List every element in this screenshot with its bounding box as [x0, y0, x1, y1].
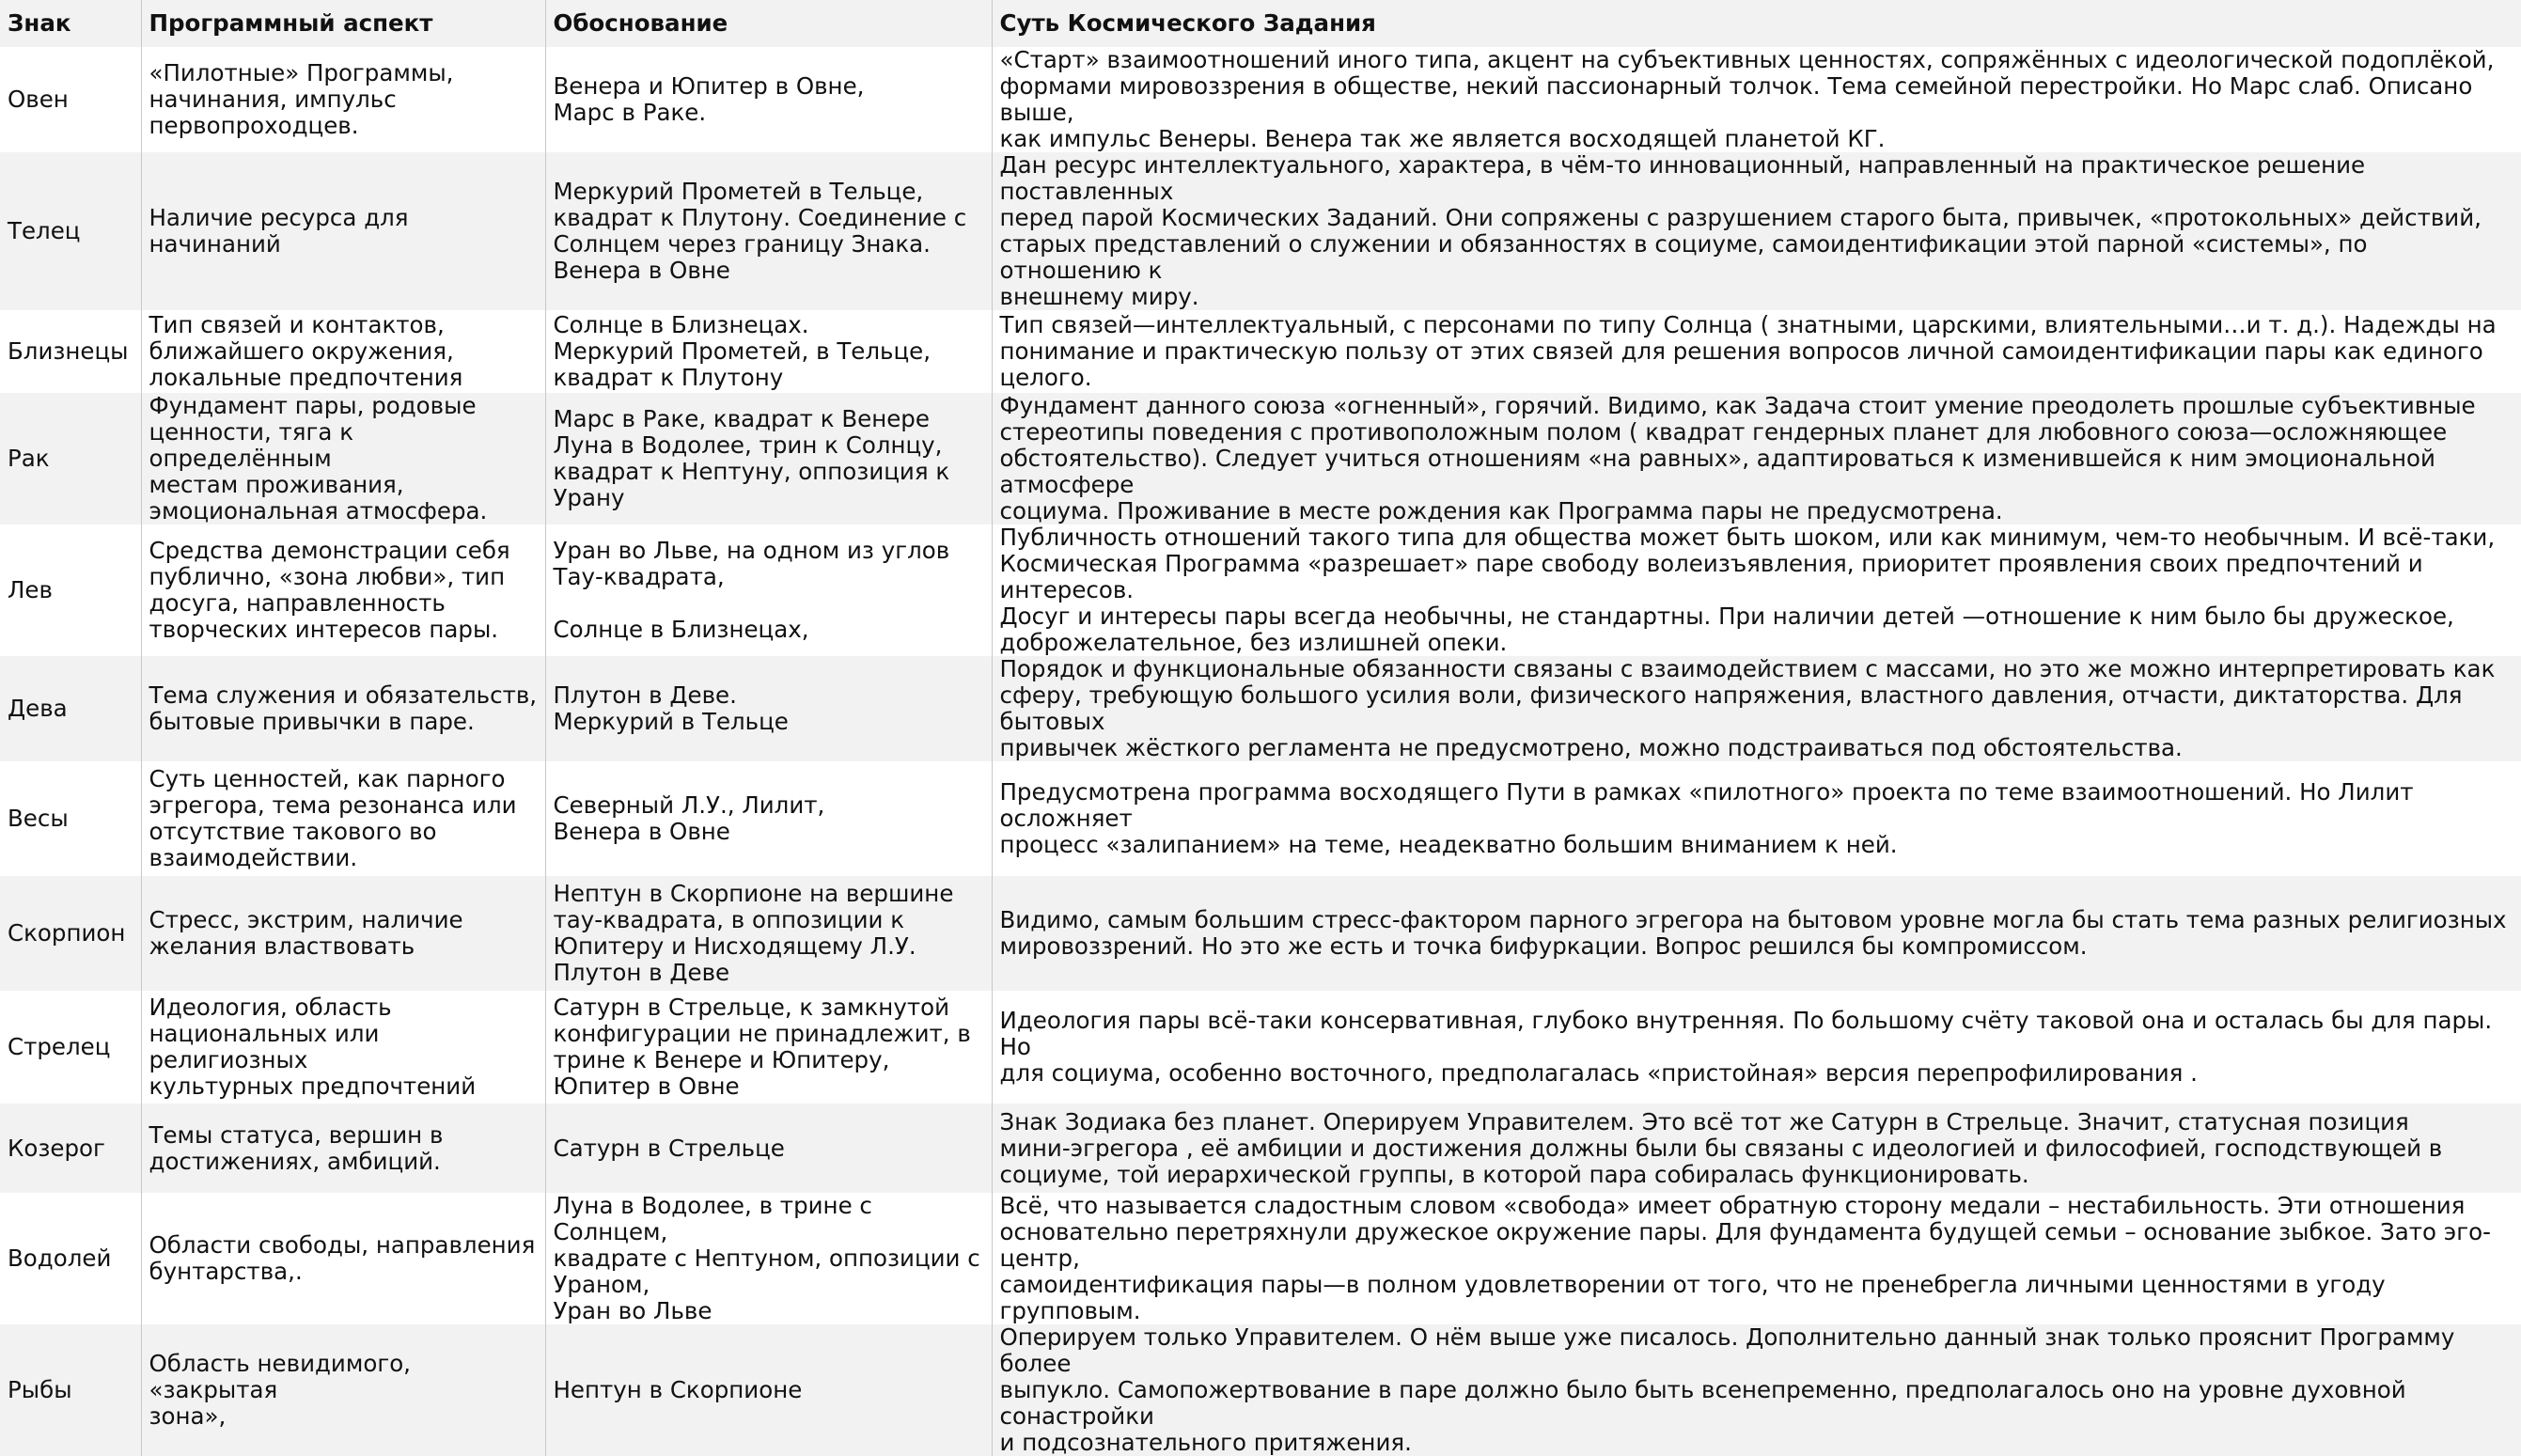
- cell-reason: Сатурн в Стрельце: [545, 1104, 992, 1193]
- cell-aspect: Фундамент пары, родовые ценности, тяга к определённым местам проживания, эмоциональная атмосфера.: [141, 393, 545, 524]
- header-reason: Обоснование: [545, 0, 992, 47]
- header-sign: Знак: [0, 0, 141, 47]
- cell-aspect: Темы статуса, вершин в достижениях, амбиций.: [141, 1104, 545, 1193]
- cell-reason: Северный Л.У., Лилит, Венера в Овне: [545, 761, 992, 876]
- cell-essence: Дан ресурс интеллектуального, характера, в чём-то инновационный, направленный на практическое решение поставленных перед парой Космических Заданий. Они сопряжены с разрушением старого быта, привычек, «протокольных» действий, старых представлений о служении и обязанностях в социуме, самоидентификации этой парной «системы», по отношению к внешнему миру.: [992, 152, 2521, 310]
- table-row: [0, 310, 2521, 393]
- cell-reason: Нептун в Скорпионе: [545, 1324, 992, 1456]
- header-row: [0, 0, 2521, 47]
- cell-sign: Овен: [0, 47, 141, 152]
- cell-reason: Нептун в Скорпионе на вершине тау-квадрата, в оппозиции к Юпитеру и Нисходящему Л.У. Плутон в Деве: [545, 876, 992, 991]
- cell-reason: Меркурий Прометей в Тельце, квадрат к Плутону. Соединение с Солнцем через границу Знака. Венера в Овне: [545, 152, 992, 310]
- cell-essence: Публичность отношений такого типа для общества может быть шоком, или как минимум, чем-то необычным. И всё-таки, Космическая Программа «разрешает» паре свободу волеизъявления, приоритет проявления своих предпочтений и интересов. Досуг и интересы пары всегда необычны, не стандартны. При наличии детей —отношение к ним было бы дружеское, доброжелательное, без излишней опеки.: [992, 524, 2521, 656]
- cell-sign: Близнецы: [0, 310, 141, 393]
- cell-sign: Скорпион: [0, 876, 141, 991]
- cell-aspect: Средства демонстрации себя публично, «зона любви», тип досуга, направленность творческих интересов пары.: [141, 524, 545, 656]
- table-row: [0, 1104, 2521, 1193]
- cell-reason: Уран во Льве, на одном из углов Тау-квадрата, Солнце в Близнецах,: [545, 524, 992, 656]
- cell-reason: Луна в Водолее, в трине с Солнцем, квадрате с Нептуном, оппозиции с Ураном, Уран во Льве: [545, 1193, 992, 1324]
- cell-sign: Козерог: [0, 1104, 141, 1193]
- cell-sign: Рыбы: [0, 1324, 141, 1456]
- table-row: [0, 991, 2521, 1104]
- cell-essence: «Старт» взаимоотношений иного типа, акцент на субъективных ценностях, сопряжённых с идеологической подоплёкой, формами мировоззрения в обществе, некий пассионарный толчок. Тема семейной перестройки. Но Марс слаб. Описано выше, как импульс Венеры. Венера так же является восходящей планетой КГ.: [992, 47, 2521, 152]
- table-row: [0, 1193, 2521, 1324]
- cell-sign: Весы: [0, 761, 141, 876]
- cell-aspect: Стресс, экстрим, наличие желания властвовать: [141, 876, 545, 991]
- cell-essence: Предусмотрена программа восходящего Пути в рамках «пилотного» проекта по теме взаимоотношений. Но Лилит осложняет процесс «залипанием» на теме, неадекватно большим вниманием к ней.: [992, 761, 2521, 876]
- cell-essence: Порядок и функциональные обязанности связаны с взаимодействием с массами, но это же можно интерпретировать как сферу, требующую большого усилия воли, физического напряжения, властного давления, отчасти, диктаторства. Для бытовых привычек жёсткого регламента не предусмотрено, можно подстраиваться под обстоятельства.: [992, 656, 2521, 761]
- cell-reason: Солнце в Близнецах. Меркурий Прометей, в Тельце, квадрат к Плутону: [545, 310, 992, 393]
- table-row: [0, 761, 2521, 876]
- header-essence: Суть Космического Задания: [992, 0, 2521, 47]
- cell-essence: Знак Зодиака без планет. Оперируем Управителем. Это всё тот же Сатурн в Стрельце. Значит, статусная позиция мини-эгрегора , её амбиции и достижения должны были бы связаны с идеологией и философией, господствующей в социуме, той иерархической группы, в которой пара собиралась функционировать.: [992, 1104, 2521, 1193]
- cell-reason: Венера и Юпитер в Овне, Марс в Раке.: [545, 47, 992, 152]
- cell-reason: Марс в Раке, квадрат к Венере Луна в Водолее, трин к Солнцу, квадрат к Нептуну, оппозиция к Урану: [545, 393, 992, 524]
- header-aspect: Программный аспект: [141, 0, 545, 47]
- cell-sign: Водолей: [0, 1193, 141, 1324]
- cell-aspect: Наличие ресурса для начинаний: [141, 152, 545, 310]
- cell-essence: Всё, что называется сладостным словом «свобода» имеет обратную сторону медали – нестабильность. Эти отношения основательно перетряхнули дружеское окружение пары. Для фундамента будущей семьи – основание зыбкое. Зато эго-центр, самоидентификация пары—в полном удовлетворении от того, что не пренебрегла личными ценностями в угоду групповым.: [992, 1193, 2521, 1324]
- cell-aspect: Области свободы, направления бунтарства,.: [141, 1193, 545, 1324]
- table-row: [0, 47, 2521, 152]
- cell-sign: Рак: [0, 393, 141, 524]
- cell-aspect: Тип связей и контактов, ближайшего окружения, локальные предпочтения: [141, 310, 545, 393]
- cell-sign: Дева: [0, 656, 141, 761]
- table-row: [0, 876, 2521, 991]
- cell-essence: Фундамент данного союза «огненный», горячий. Видимо, как Задача стоит умение преодолеть прошлые субъективные стереотипы поведения с противоположным полом ( квадрат гендерных планет для любовного союза—осложняющее обстоятельство). Следует учиться отношениям «на равных», адаптироваться к изменившейся к ним эмоциональной атмосфере социума. Проживание в месте рождения как Программа пары не предусмотрена.: [992, 393, 2521, 524]
- table-row: [0, 656, 2521, 761]
- cell-essence: Идеология пары всё-таки консервативная, глубоко внутренняя. По большому счёту таковой она и осталась бы для пары. Но для социума, особенно восточного, предполагалась «пристойная» версия перепрофилирования .: [992, 991, 2521, 1104]
- table-row: [0, 152, 2521, 310]
- cell-essence: Видимо, самым большим стресс-фактором парного эгрегора на бытовом уровне могла бы стать тема разных религиозных мировоззрений. Но это же есть и точка бифуркации. Вопрос решился бы компромиссом.: [992, 876, 2521, 991]
- cell-aspect: Тема служения и обязательств, бытовые привычки в паре.: [141, 656, 545, 761]
- cell-essence: Тип связей—интеллектуальный, с персонами по типу Солнца ( знатными, царскими, влиятельными…и т. д.). Надежды на понимание и практическую пользу от этих связей для решения вопросов личной самоидентификации пары как единого целого.: [992, 310, 2521, 393]
- table-row: [0, 393, 2521, 524]
- cell-aspect: Идеология, область национальных или религиозных культурных предпочтений: [141, 991, 545, 1104]
- table-row: [0, 524, 2521, 656]
- table-row: [0, 1324, 2521, 1456]
- cell-reason: Плутон в Деве. Меркурий в Тельце: [545, 656, 992, 761]
- cell-aspect: «Пилотные» Программы, начинания, импульс первопроходцев.: [141, 47, 545, 152]
- cell-sign: Стрелец: [0, 991, 141, 1104]
- cell-aspect: Область невидимого, «закрытая зона»,: [141, 1324, 545, 1456]
- cell-aspect: Суть ценностей, как парного эгрегора, тема резонанса или отсутствие такового во взаимодействии.: [141, 761, 545, 876]
- cell-reason: Сатурн в Стрельце, к замкнутой конфигурации не принадлежит, в трине к Венере и Юпитеру, Юпитер в Овне: [545, 991, 992, 1104]
- cell-sign: Телец: [0, 152, 141, 310]
- cell-essence: Оперируем только Управителем. О нём выше уже писалось. Дополнительно данный знак только прояснит Программу более выпукло. Самопожертвование в паре должно было быть всенепременно, предполагалось оно на уровне духовной сонастройки и подсознательного притяжения.: [992, 1324, 2521, 1456]
- cell-sign: Лев: [0, 524, 141, 656]
